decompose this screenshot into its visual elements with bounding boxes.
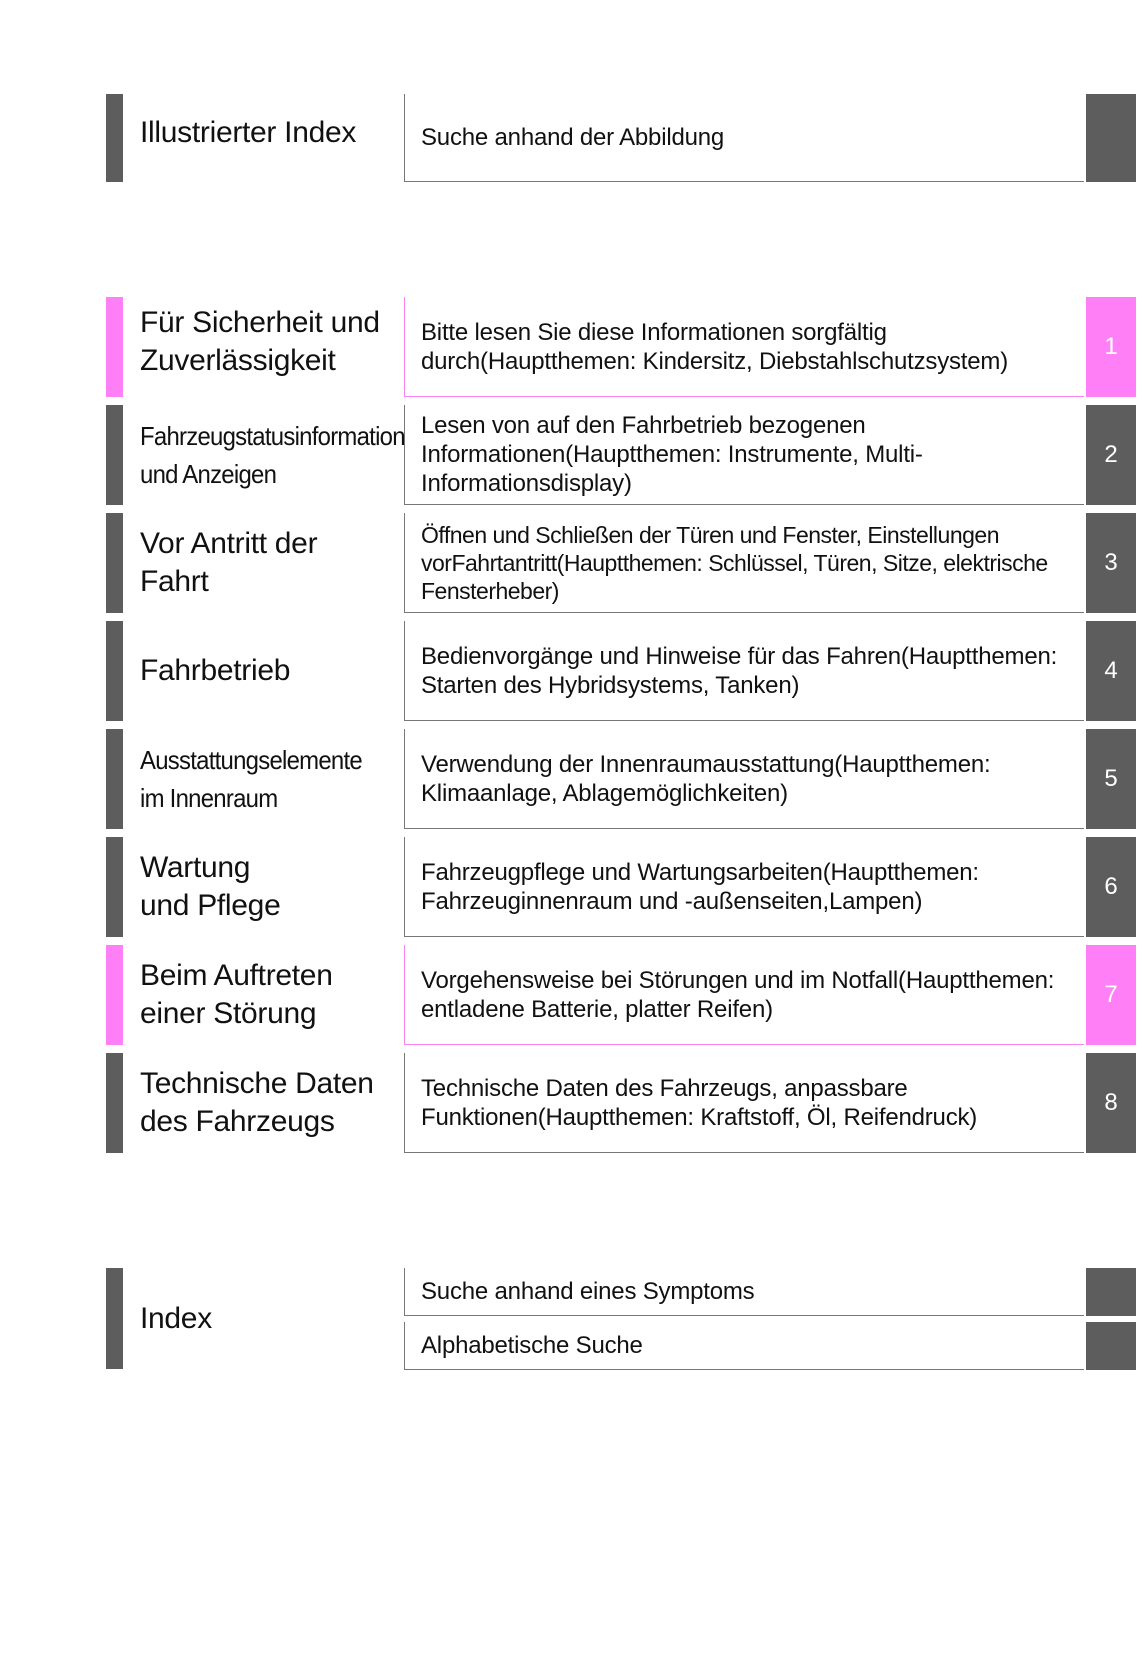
- chapter-marker-bar: [106, 513, 123, 613]
- chapter-marker-bar: [106, 621, 123, 721]
- section-marker-bar: [106, 94, 123, 182]
- section-marker-bar: [106, 1268, 123, 1369]
- chapter-title: Für Sicherheit und Zuverlässigkeit: [140, 306, 380, 377]
- chapter-tab[interactable]: 2: [1086, 405, 1136, 505]
- chapter-marker-bar: [106, 729, 123, 829]
- chapter-tab[interactable]: 7: [1086, 945, 1136, 1045]
- thumb-tab[interactable]: [1086, 94, 1136, 182]
- chapter-description: Technische Daten des Fahrzeugs, anpassbare Funktionen(Hauptthemen: Kraftstoff, Öl, Reifendruck): [404, 1053, 1084, 1153]
- chapter-title: Vor Antritt der Fahrt: [140, 527, 318, 598]
- index-alphabetical-search[interactable]: Alphabetische Suche: [404, 1322, 1084, 1370]
- section-description: Suche anhand der Abbildung: [404, 94, 1084, 182]
- chapter-description: Vorgehensweise bei Störungen und im Notfall(Hauptthemen: entladene Batterie, platter Reifen): [404, 945, 1084, 1045]
- chapter-description: Öffnen und Schließen der Türen und Fenster, Einstellungen vorFahrtantritt(Hauptthemen: Schlüssel, Türen, Sitze, elektrische Fensterheber): [404, 513, 1084, 613]
- chapter-tab[interactable]: 6: [1086, 837, 1136, 937]
- thumb-tab[interactable]: [1086, 1322, 1136, 1370]
- section-title: Illustrierter Index: [140, 116, 357, 149]
- section-title: Index: [140, 1301, 212, 1335]
- chapter-description: Lesen von auf den Fahrbetrieb bezogenen Informationen(Hauptthemen: Instrumente, Multi-Informationsdisplay): [404, 405, 1084, 505]
- chapter-title: Beim Auftreten einer Störung: [140, 959, 333, 1030]
- chapter-tab[interactable]: 4: [1086, 621, 1136, 721]
- chapter-title: Wartung und Pflege: [140, 851, 281, 922]
- chapter-tab[interactable]: 5: [1086, 729, 1136, 829]
- chapter-title: Fahrbetrieb: [140, 654, 291, 687]
- chapter-title: Fahrzeugstatusinformation und Anzeigen: [140, 421, 405, 489]
- chapter-tab[interactable]: 1: [1086, 297, 1136, 397]
- chapter-marker-bar: [106, 837, 123, 937]
- chapter-marker-bar: [106, 297, 123, 397]
- chapter-marker-bar: [106, 945, 123, 1045]
- chapter-tab[interactable]: 8: [1086, 1053, 1136, 1153]
- chapter-title: Technische Daten des Fahrzeugs: [140, 1067, 374, 1138]
- chapter-description: Bitte lesen Sie diese Informationen sorgfältig durch(Hauptthemen: Kindersitz, Diebstahlschutzsystem): [404, 297, 1084, 397]
- chapter-description: Bedienvorgänge und Hinweise für das Fahren(Hauptthemen: Starten des Hybridsystems, Tanken): [404, 621, 1084, 721]
- chapter-description: Fahrzeugpflege und Wartungsarbeiten(Hauptthemen: Fahrzeuginnenraum und -außenseiten,Lampen): [404, 837, 1084, 937]
- thumb-tab[interactable]: [1086, 1268, 1136, 1316]
- chapter-title: Ausstattungselemente im Innenraum: [140, 745, 362, 813]
- chapter-description: Verwendung der Innenraumausstattung(Hauptthemen: Klimaanlage, Ablagemöglichkeiten): [404, 729, 1084, 829]
- chapter-marker-bar: [106, 405, 123, 505]
- chapter-tab[interactable]: 3: [1086, 513, 1136, 613]
- index-symptom-search[interactable]: Suche anhand eines Symptoms: [404, 1268, 1084, 1316]
- chapter-marker-bar: [106, 1053, 123, 1153]
